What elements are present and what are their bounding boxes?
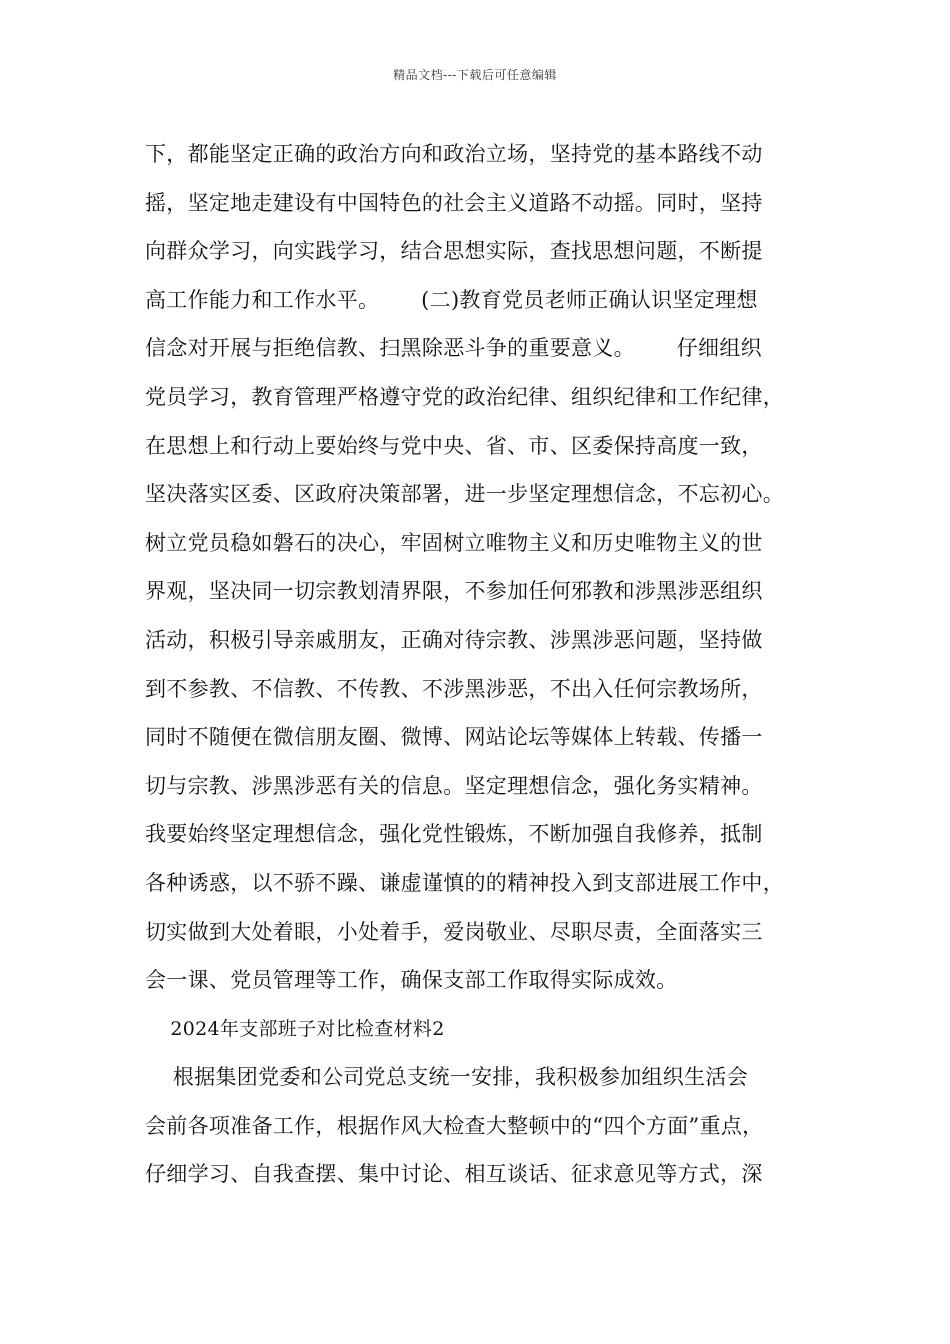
text-line: 向群众学习，向实践学习，结合思想实际，查找思想问题，不断提 (145, 239, 763, 264)
text-line: 在思想上和行动上要始终与党中央、省、市、区委保持高度一致， (145, 433, 763, 458)
text-line: 高工作能力和工作水平。 (二)教育党员老师正确认识坚定理想 (145, 287, 758, 312)
text-line: 到不参教、不信教、不传教、不涉黑涉恶，不出入任何宗教场所， (145, 676, 763, 701)
text-line: 根据集团党委和公司党总支统一安排，我积极参加组织生活会 (145, 1065, 748, 1090)
text-line: 同时不随便在微信朋友圈、微博、网站论坛等媒体上转载、传播一 (145, 725, 763, 750)
text-line: 会一课、党员管理等工作，确保支部工作取得实际成效。 (145, 968, 678, 993)
text-line: 各种诱惑，以不骄不躁、谦虚谨慎的的精神投入到支部进展工作中， (145, 870, 784, 895)
text-line: 切实做到大处着眼，小处着手，爱岗敬业、尽职尽责，全面落实三 (145, 919, 763, 944)
text-line: 会前各项准备工作，根据作风大检查大整顿中的“四个方面”重点， (145, 1113, 764, 1138)
text-line: 界观，坚决同一切宗教划清界限，不参加任何邪教和涉黑涉恶组织 (145, 579, 763, 604)
text-line: 下，都能坚定正确的政治方向和政治立场，坚持党的基本路线不动 (145, 142, 763, 166)
document-body (145, 130, 825, 1199)
text-line: 坚决落实区委、区政府决策部署，进一步坚定理想信念，不忘初心。 (145, 482, 784, 507)
text-line: 切与宗教、涉黑涉恶有关的信息。坚定理想信念，强化务实精神。 (145, 773, 763, 798)
page-header: 精品文档---下载后可任意编辑 (393, 68, 557, 82)
section-heading: 2024年支部班子对比检查材料2 (145, 1017, 445, 1040)
text-line: 活动，积极引导亲戚朋友，正确对待宗教、涉黑涉恶问题，坚持做 (145, 627, 763, 652)
text-line: 仔细学习、自我查摆、集中讨论、相互谈话、征求意见等方式，深 (145, 1162, 763, 1187)
text-line: 树立党员稳如磐石的决心，牢固树立唯物主义和历史唯物主义的世 (145, 530, 763, 555)
text-line: 我要始终坚定理想信念，强化党性锻炼，不断加强自我修养，抵制 (145, 822, 763, 847)
text-line: 党员学习，教育管理严格遵守党的政治纪律、组织纪律和工作纪律， (145, 384, 784, 409)
text-line: 摇，坚定地走建设有中国特色的社会主义道路不动摇。同时，坚持 (145, 190, 763, 215)
text-line: 信念对开展与拒绝信教、扫黑除恶斗争的重要意义。 仔细组织 (145, 336, 762, 361)
